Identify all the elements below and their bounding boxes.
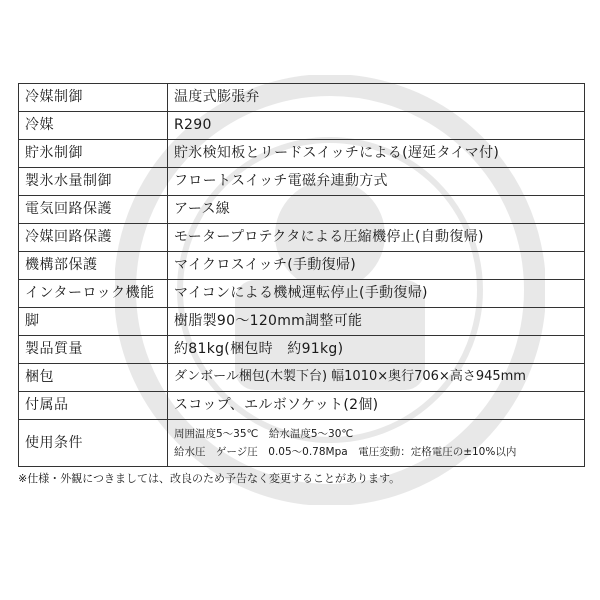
spec-row-refrigerant-control [19,84,585,112]
spec-value: 樹脂製90～120mm調整可能 [168,308,585,336]
spec-row-interlock [19,280,585,308]
spec-row-refrigerant-circuit-protection [19,224,585,252]
usage-conditions-temperature: 周囲温度5～35℃ 給水温度5～30℃ [174,428,354,440]
spec-label: 製氷水量制御 [19,168,168,196]
spec-row-water-volume-control [19,168,585,196]
spec-value: スコップ、エルボソケット(2個) [168,392,585,420]
spec-value: ダンボール梱包(木製下台) 幅1010×奥行706×高さ945mm [168,364,585,392]
spec-value: 貯氷検知板とリードスイッチによる(遅延タイマ付) [168,140,585,168]
spec-row-ice-storage-control [19,140,585,168]
spec-value: マイクロスイッチ(手動復帰) [168,252,585,280]
spec-row-mechanism-protection [19,252,585,280]
spec-value: 約81kg(梱包時 約91kg) [168,336,585,364]
spec-value: フロートスイッチ電磁弁連動方式 [168,168,585,196]
spec-row-usage-conditions [19,420,585,467]
spec-label: 製品質量 [19,336,168,364]
spec-table [18,83,585,467]
spec-row-weight [19,336,585,364]
spec-row-electrical-protection [19,196,585,224]
spec-value: 温度式膨張弁 [168,84,585,112]
spec-row-packaging [19,364,585,392]
usage-conditions-cell [168,420,585,467]
spec-label: 付属品 [19,392,168,420]
spec-label: 脚 [19,308,168,336]
spec-value: R290 [168,112,585,140]
spec-row-legs [19,308,585,336]
spec-label: 機構部保護 [19,252,168,280]
spec-value: モータープロテクタによる圧縮機停止(自動復帰) [168,224,585,252]
spec-label: 冷媒 [19,112,168,140]
usage-conditions-pressure-voltage: 給水圧 ゲージ圧 0.05～0.78Mpa 電圧変動：定格電圧の±10%以内 [174,446,517,458]
spec-label: インターロック機能 [19,280,168,308]
spec-label: 貯氷制御 [19,140,168,168]
footnote: ※仕様・外観につきましては、改良のため予告なく変更することがあります。 [18,472,401,485]
spec-label: 梱包 [19,364,168,392]
spec-label: 使用条件 [19,420,168,467]
spec-label: 冷媒制御 [19,84,168,112]
spec-value: マイコンによる機械運転停止(手動復帰) [168,280,585,308]
spec-row-refrigerant [19,112,585,140]
spec-label: 電気回路保護 [19,196,168,224]
spec-label: 冷媒回路保護 [19,224,168,252]
spec-value: アース線 [168,196,585,224]
spec-row-accessories [19,392,585,420]
